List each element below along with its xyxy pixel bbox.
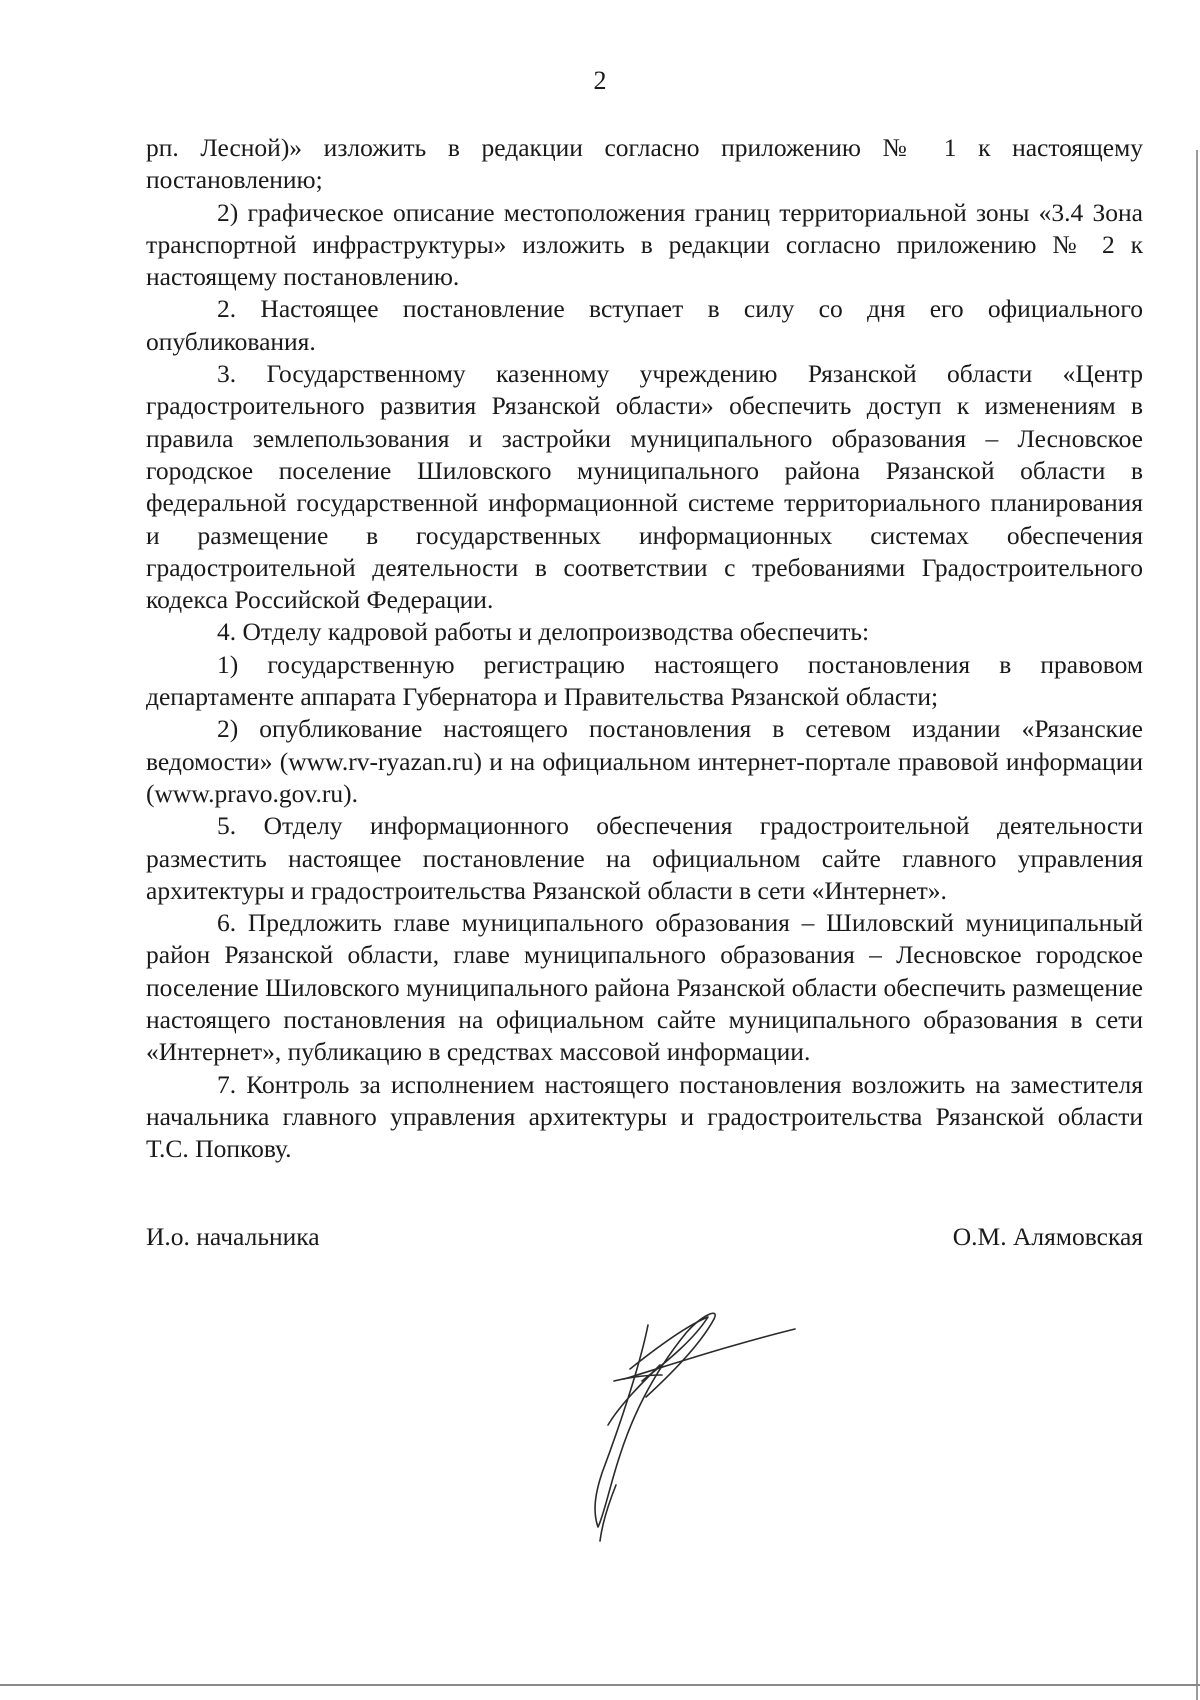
page-edge-bottom [0, 1684, 1200, 1686]
document-body [146, 132, 1143, 1166]
paragraph-item-6: 6. Предложить главе муниципального образования – Шиловский муниципальный район Рязанской области, главе муниципального образования – Лесновское городское поселение Шиловского муниципального района Рязанской области обеспечить размещение настоящего постановления на официальном сайте муниципального образования в сети «Интернет», публикацию в средствах массовой информации. [146, 908, 1143, 1067]
paragraph-item-3: 3. Государственному казенному учреждению Рязанской области «Центр градостроительного развития Рязанской области» обеспечить доступ к изменениям в правила землепользования и застройки муниципального образования – Лесновское городское поселение Шиловского муниципального района Рязанской области в федеральной государственной информационной системе территориального планирования и размещение в государственных информационных системах обеспечения градостроительной деятельности в соответствии с требованиями Градостроительного кодекса Российской Федерации. [146, 359, 1143, 615]
page-edge-right [1196, 150, 1198, 1700]
paragraph-subitem-2-graphic-description: 2) графическое описание местоположения границ территориальной зоны «3.4 Зона транспортной инфраструктуры» изложить в редакции согласно приложению № 2 к настоящему постановлению. [146, 197, 1143, 292]
signatory-name: О.М. Алямовская [952, 1222, 1143, 1251]
paragraph-subitem-1-registration: 1) государственную регистрацию настоящего постановления в правовом департаменте аппарата Губернатора и Правительства Рязанской области; [146, 649, 1143, 712]
paragraph-subitem-2-publication: 2) опубликование настоящего постановления в сетевом издании «Рязанские ведомости» (www.rv-ryazan.ru) и на официальном интернет-портале правовой информации (www.pravo.gov.ru). [146, 714, 1143, 808]
paragraph-item-4: 4. Отделу кадровой работы и делопроизводства обеспечить: [217, 617, 870, 647]
handwritten-signature [590, 1305, 820, 1550]
paragraph-item-7: 7. Контроль за исполнением настоящего постановления возложить на заместителя начальника главного управления архитектуры и градостроительства Рязанской области Т.С. Попкову. [146, 1069, 1143, 1164]
paragraph-continuation: рп. Лесной)» изложить в редакции согласно приложению № 1 к настоящему постановлению; [146, 133, 1143, 195]
paragraph-item-2: 2. Настоящее постановление вступает в силу со дня его официального опубликования. [146, 294, 1143, 356]
paragraph-item-5: 5. Отделу информационного обеспечения градостроительной деятельности разместить настоящее постановление на официальном сайте главного управления архитектуры и градостроительства Рязанской области в сети «Интернет». [146, 811, 1143, 905]
signatory-role: И.о. начальника [146, 1222, 320, 1251]
page-number: 2 [593, 66, 607, 95]
